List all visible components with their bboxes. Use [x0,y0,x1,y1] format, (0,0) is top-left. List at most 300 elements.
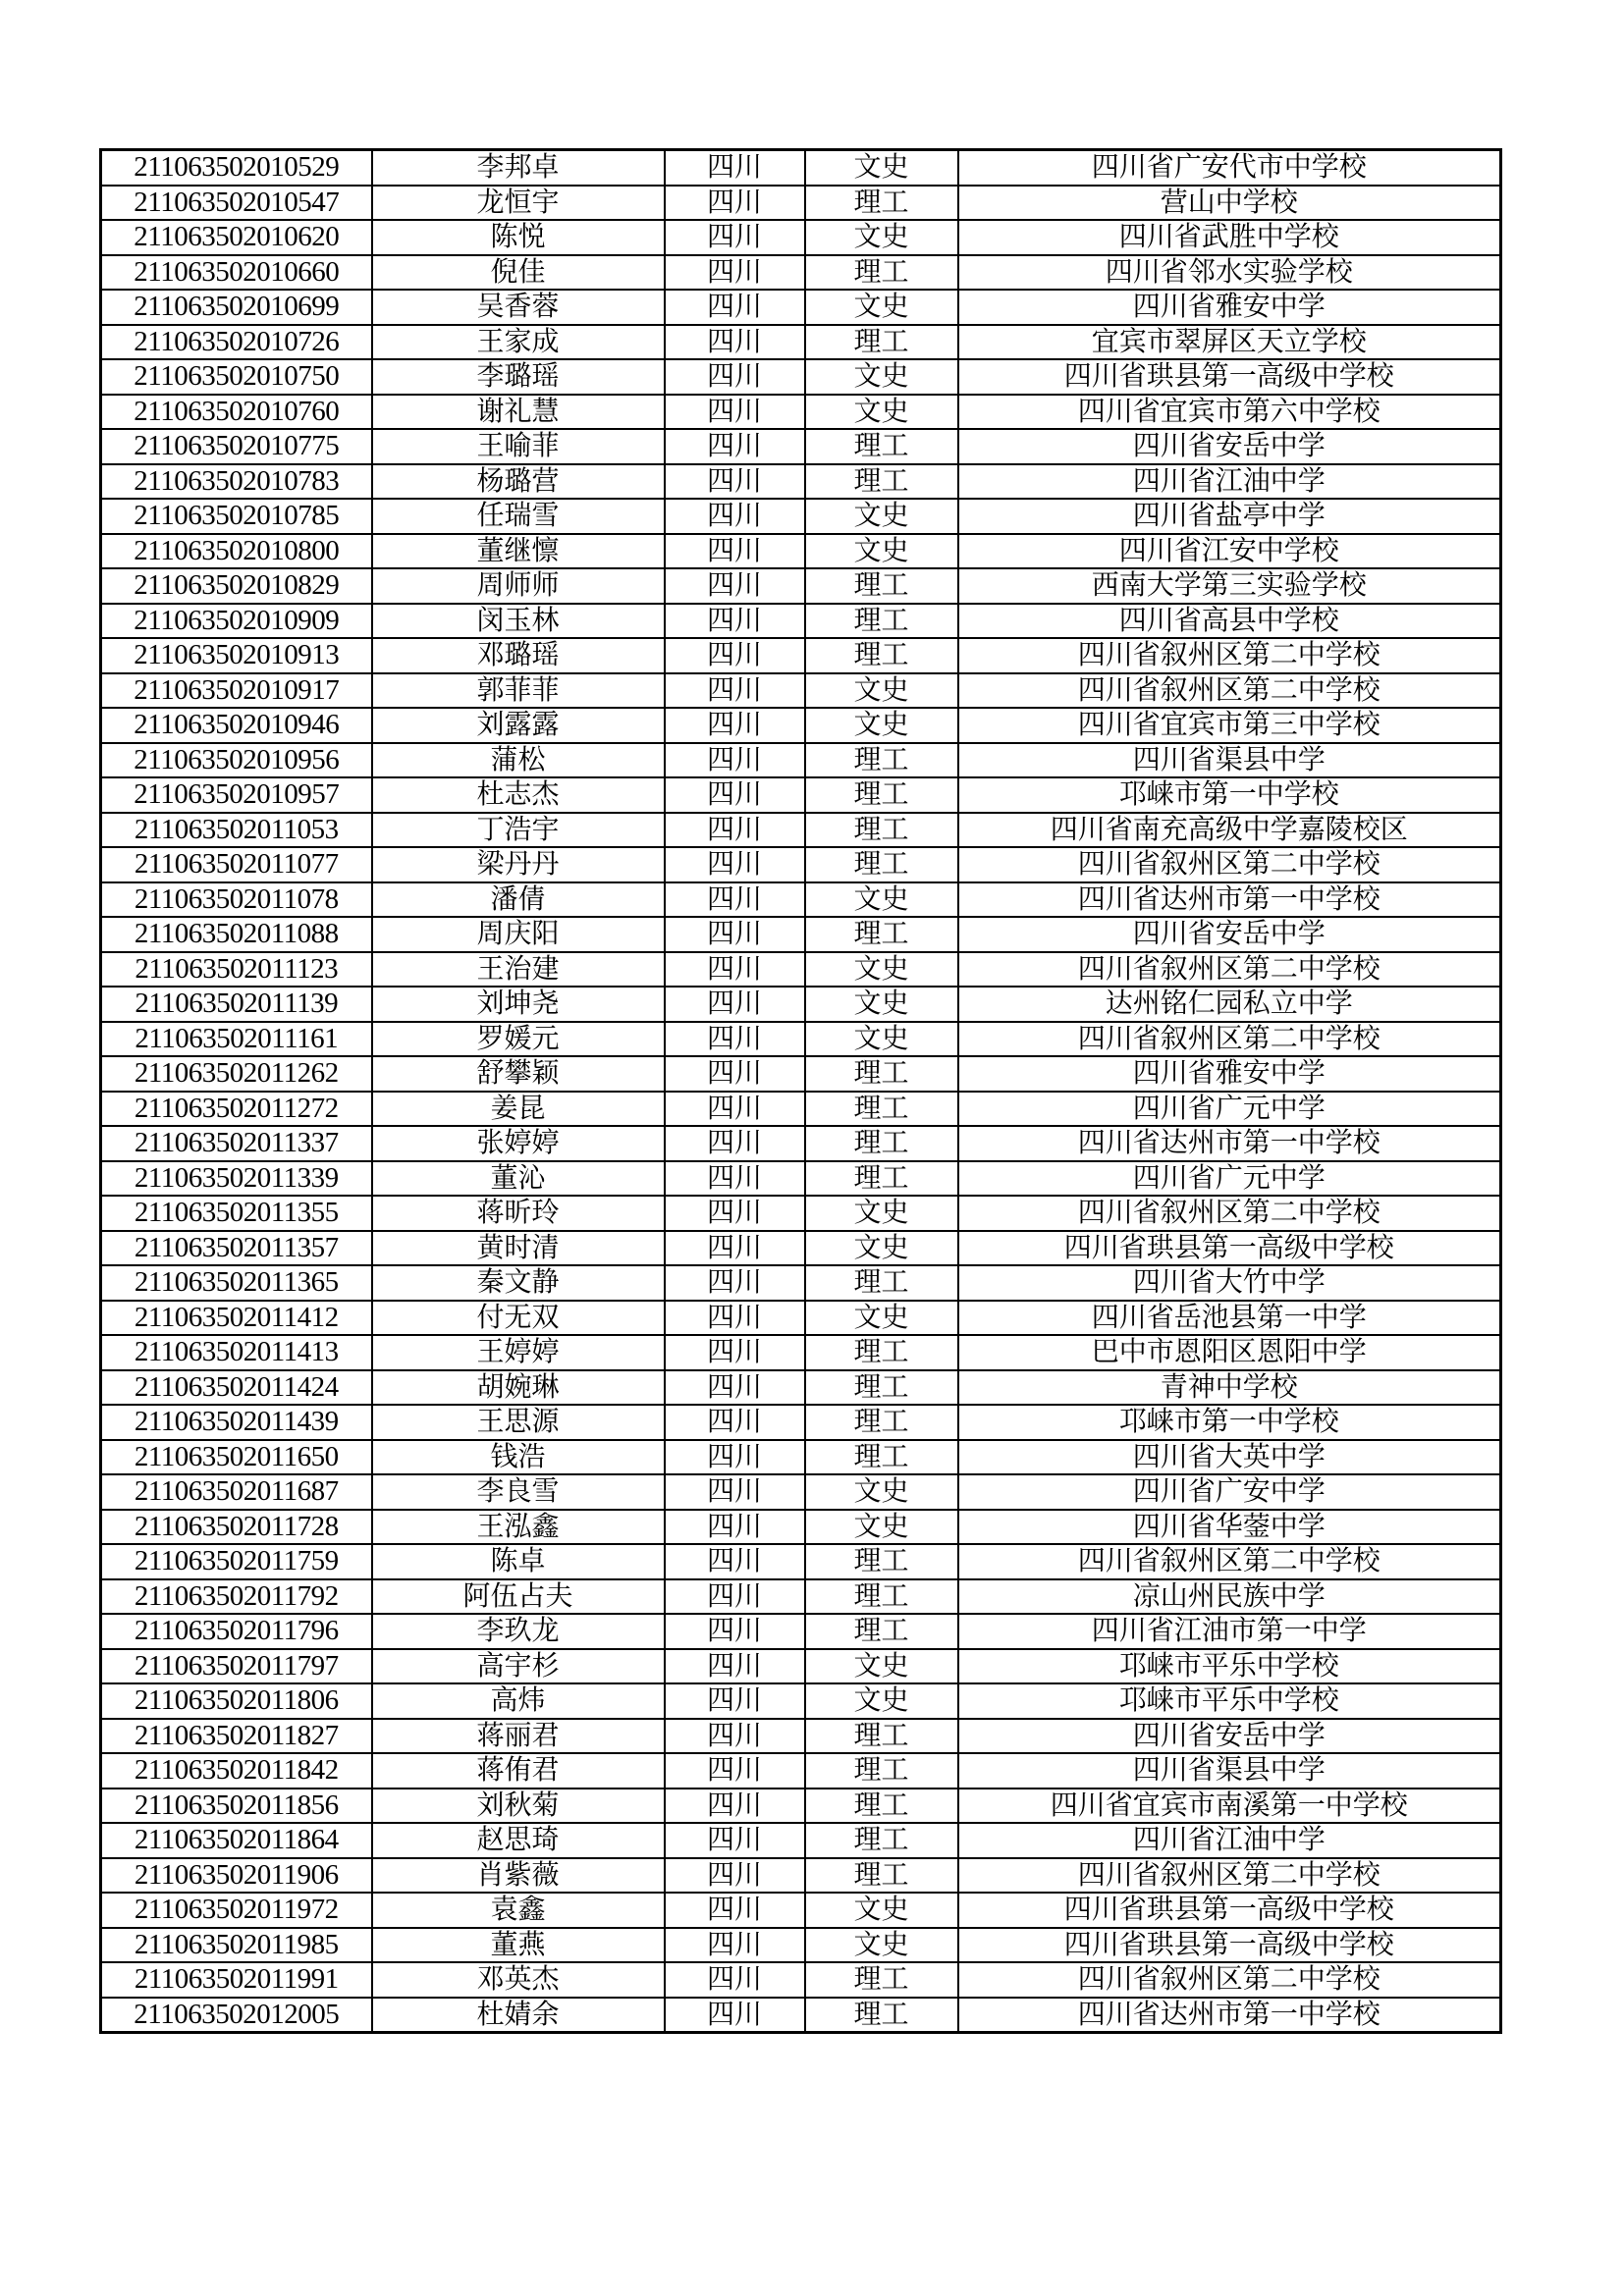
school-cell: 营山中学校 [958,186,1501,221]
table-row [101,1579,1501,1615]
school-cell: 四川省江油中学 [958,464,1501,500]
subject-track-cell: 理工 [805,255,958,291]
subject-track-cell: 文史 [805,1022,958,1057]
school-cell: 四川省宜宾市第六中学校 [958,395,1501,430]
name-cell: 刘坤尧 [372,987,665,1022]
name-cell: 蒋昕玲 [372,1196,665,1231]
name-cell: 王喻菲 [372,429,665,464]
school-cell: 四川省广安中学 [958,1474,1501,1510]
subject-track-cell: 理工 [805,1335,958,1370]
exam-id-cell: 211063502010660 [101,255,372,291]
subject-track-cell: 文史 [805,290,958,325]
subject-track-cell: 理工 [805,1789,958,1824]
subject-track-cell: 文史 [805,1649,958,1684]
province-cell: 四川 [665,1161,805,1197]
exam-id-cell: 211063502011856 [101,1789,372,1824]
table-row [101,604,1501,639]
table-row [101,1683,1501,1719]
province-cell: 四川 [665,1510,805,1545]
exam-id-cell: 211063502011262 [101,1056,372,1092]
exam-id-cell: 211063502011972 [101,1893,372,1928]
province-cell: 四川 [665,1196,805,1231]
table-row [101,1126,1501,1161]
school-cell: 四川省邻水实验学校 [958,255,1501,291]
school-cell: 青神中学校 [958,1370,1501,1406]
name-cell: 钱浩 [372,1440,665,1475]
table-row [101,1893,1501,1928]
name-cell: 阿伍占夫 [372,1579,665,1615]
name-cell: 袁鑫 [372,1893,665,1928]
school-cell: 四川省华蓥中学 [958,1510,1501,1545]
exam-id-cell: 211063502010957 [101,777,372,813]
exam-id-cell: 211063502011991 [101,1962,372,1998]
school-cell: 邛崃市平乐中学校 [958,1683,1501,1719]
school-cell: 四川省高县中学校 [958,604,1501,639]
subject-track-cell: 理工 [805,847,958,882]
exam-id-cell: 211063502010547 [101,186,372,221]
school-cell: 邛崃市第一中学校 [958,1405,1501,1440]
province-cell: 四川 [665,1544,805,1579]
subject-track-cell: 理工 [805,1161,958,1197]
subject-track-cell: 理工 [805,429,958,464]
subject-track-cell: 文史 [805,1196,958,1231]
exam-id-cell: 211063502011687 [101,1474,372,1510]
province-cell: 四川 [665,1962,805,1998]
school-cell: 四川省武胜中学校 [958,220,1501,255]
table-row [101,708,1501,743]
subject-track-cell: 理工 [805,1092,958,1127]
school-cell: 四川省叙州区第二中学校 [958,1962,1501,1998]
school-cell: 四川省珙县第一高级中学校 [958,1928,1501,1963]
subject-track-cell: 理工 [805,568,958,604]
name-cell: 任瑞雪 [372,499,665,534]
school-cell: 邛崃市第一中学校 [958,777,1501,813]
province-cell: 四川 [665,1928,805,1963]
subject-track-cell: 理工 [805,325,958,360]
table-row [101,777,1501,813]
school-cell: 四川省盐亭中学 [958,499,1501,534]
school-cell: 四川省达州市第一中学校 [958,1998,1501,2033]
exam-id-cell: 211063502011827 [101,1719,372,1754]
table-row [101,1370,1501,1406]
exam-id-cell: 211063502011123 [101,952,372,988]
school-cell: 邛崃市平乐中学校 [958,1649,1501,1684]
name-cell: 吴香蓉 [372,290,665,325]
subject-track-cell: 理工 [805,1962,958,1998]
table-row [101,1022,1501,1057]
school-cell: 四川省叙州区第二中学校 [958,847,1501,882]
name-cell: 刘秋菊 [372,1789,665,1824]
name-cell: 周庆阳 [372,917,665,952]
school-cell: 宜宾市翠屏区天立学校 [958,325,1501,360]
subject-track-cell: 理工 [805,813,958,848]
table-row [101,1510,1501,1545]
table-row [101,1474,1501,1510]
table-row [101,1196,1501,1231]
subject-track-cell: 理工 [805,1823,958,1858]
school-cell: 四川省叙州区第二中学校 [958,1544,1501,1579]
subject-track-cell: 理工 [805,1370,958,1406]
subject-track-cell: 理工 [805,604,958,639]
table-row [101,1405,1501,1440]
province-cell: 四川 [665,150,805,186]
table-row [101,1962,1501,1998]
table-row [101,325,1501,360]
school-cell: 四川省宜宾市南溪第一中学校 [958,1789,1501,1824]
name-cell: 肖紫薇 [372,1858,665,1894]
name-cell: 罗媛元 [372,1022,665,1057]
subject-track-cell: 文史 [805,359,958,395]
table-row [101,568,1501,604]
table-row [101,499,1501,534]
table-row [101,429,1501,464]
name-cell: 谢礼慧 [372,395,665,430]
name-cell: 蒋侑君 [372,1753,665,1789]
name-cell: 闵玉林 [372,604,665,639]
school-cell: 四川省珙县第一高级中学校 [958,359,1501,395]
subject-track-cell: 理工 [805,1405,958,1440]
province-cell: 四川 [665,1719,805,1754]
exam-id-cell: 211063502011272 [101,1092,372,1127]
province-cell: 四川 [665,1301,805,1336]
exam-id-cell: 211063502010829 [101,568,372,604]
table-row [101,813,1501,848]
province-cell: 四川 [665,220,805,255]
school-cell: 四川省达州市第一中学校 [958,1126,1501,1161]
school-cell: 四川省雅安中学 [958,290,1501,325]
exam-id-cell: 211063502010760 [101,395,372,430]
exam-id-cell: 211063502010783 [101,464,372,500]
subject-track-cell: 理工 [805,1753,958,1789]
school-cell: 四川省叙州区第二中学校 [958,1022,1501,1057]
school-cell: 四川省广元中学 [958,1161,1501,1197]
exam-id-cell: 211063502010529 [101,150,372,186]
school-cell: 巴中市恩阳区恩阳中学 [958,1335,1501,1370]
name-cell: 董燕 [372,1928,665,1963]
school-cell: 四川省叙州区第二中学校 [958,1858,1501,1894]
exam-id-cell: 211063502011078 [101,882,372,918]
subject-track-cell: 理工 [805,1858,958,1894]
name-cell: 舒攀颖 [372,1056,665,1092]
exam-id-cell: 211063502011139 [101,987,372,1022]
school-cell: 四川省江安中学校 [958,534,1501,569]
table-row [101,1544,1501,1579]
table-row [101,150,1501,186]
school-cell: 西南大学第三实验学校 [958,568,1501,604]
table-row [101,1301,1501,1336]
table-row [101,1161,1501,1197]
name-cell: 邓璐瑶 [372,638,665,673]
exam-id-cell: 211063502010913 [101,638,372,673]
subject-track-cell: 文史 [805,673,958,709]
name-cell: 秦文静 [372,1265,665,1301]
exam-id-cell: 211063502011161 [101,1022,372,1057]
name-cell: 杨璐营 [372,464,665,500]
school-cell: 四川省江油中学 [958,1823,1501,1858]
name-cell: 刘露露 [372,708,665,743]
exam-id-cell: 211063502011053 [101,813,372,848]
name-cell: 龙恒宇 [372,186,665,221]
province-cell: 四川 [665,395,805,430]
subject-track-cell: 理工 [805,186,958,221]
subject-track-cell: 文史 [805,952,958,988]
school-cell: 四川省叙州区第二中学校 [958,1196,1501,1231]
table-row [101,1998,1501,2033]
subject-track-cell: 理工 [805,1719,958,1754]
subject-track-cell: 文史 [805,220,958,255]
exam-id-cell: 211063502010785 [101,499,372,534]
province-cell: 四川 [665,1858,805,1894]
school-cell: 四川省大英中学 [958,1440,1501,1475]
province-cell: 四川 [665,290,805,325]
school-cell: 四川省广元中学 [958,1092,1501,1127]
exam-id-cell: 211063502011759 [101,1544,372,1579]
name-cell: 李邦卓 [372,150,665,186]
exam-id-cell: 211063502010726 [101,325,372,360]
table-row [101,1719,1501,1754]
subject-track-cell: 文史 [805,395,958,430]
table-row [101,1858,1501,1894]
school-cell: 达州铭仁园私立中学 [958,987,1501,1022]
province-cell: 四川 [665,1683,805,1719]
subject-track-cell: 理工 [805,917,958,952]
exam-id-cell: 211063502011077 [101,847,372,882]
name-cell: 高宇杉 [372,1649,665,1684]
subject-track-cell: 文史 [805,534,958,569]
name-cell: 高炜 [372,1683,665,1719]
table-row [101,1440,1501,1475]
province-cell: 四川 [665,673,805,709]
province-cell: 四川 [665,847,805,882]
province-cell: 四川 [665,1823,805,1858]
province-cell: 四川 [665,917,805,952]
name-cell: 王泓鑫 [372,1510,665,1545]
school-cell: 四川省广安代市中学校 [958,150,1501,186]
exam-id-cell: 211063502011792 [101,1579,372,1615]
school-cell: 四川省宜宾市第三中学校 [958,708,1501,743]
province-cell: 四川 [665,882,805,918]
province-cell: 四川 [665,1440,805,1475]
table-row [101,186,1501,221]
name-cell: 丁浩宇 [372,813,665,848]
province-cell: 四川 [665,255,805,291]
table-row [101,1649,1501,1684]
name-cell: 黄时清 [372,1231,665,1266]
province-cell: 四川 [665,708,805,743]
name-cell: 蒲松 [372,743,665,778]
exam-id-cell: 211063502011439 [101,1405,372,1440]
subject-track-cell: 文史 [805,1301,958,1336]
name-cell: 蒋丽君 [372,1719,665,1754]
province-cell: 四川 [665,1789,805,1824]
table-row [101,255,1501,291]
subject-track-cell: 文史 [805,1683,958,1719]
name-cell: 董继懔 [372,534,665,569]
school-cell: 凉山州民族中学 [958,1579,1501,1615]
subject-track-cell: 理工 [805,1998,958,2033]
exam-id-cell: 211063502011806 [101,1683,372,1719]
province-cell: 四川 [665,325,805,360]
table-row [101,1265,1501,1301]
school-cell: 四川省叙州区第二中学校 [958,638,1501,673]
subject-track-cell: 文史 [805,882,958,918]
name-cell: 陈卓 [372,1544,665,1579]
subject-track-cell: 理工 [805,1265,958,1301]
name-cell: 张婷婷 [372,1126,665,1161]
name-cell: 周师师 [372,568,665,604]
subject-track-cell: 理工 [805,743,958,778]
province-cell: 四川 [665,1092,805,1127]
province-cell: 四川 [665,1335,805,1370]
exam-id-cell: 211063502011906 [101,1858,372,1894]
name-cell: 邓英杰 [372,1962,665,1998]
school-cell: 四川省珙县第一高级中学校 [958,1231,1501,1266]
province-cell: 四川 [665,777,805,813]
province-cell: 四川 [665,464,805,500]
province-cell: 四川 [665,1126,805,1161]
exam-id-cell: 211063502010956 [101,743,372,778]
subject-track-cell: 文史 [805,1928,958,1963]
province-cell: 四川 [665,499,805,534]
exam-id-cell: 211063502011796 [101,1614,372,1649]
name-cell: 胡婉琳 [372,1370,665,1406]
table-row [101,917,1501,952]
province-cell: 四川 [665,813,805,848]
name-cell: 王家成 [372,325,665,360]
province-cell: 四川 [665,1231,805,1266]
province-cell: 四川 [665,186,805,221]
name-cell: 杜志杰 [372,777,665,813]
subject-track-cell: 理工 [805,1614,958,1649]
province-cell: 四川 [665,952,805,988]
subject-track-cell: 文史 [805,1510,958,1545]
exam-id-cell: 211063502010946 [101,708,372,743]
province-cell: 四川 [665,1998,805,2033]
school-cell: 四川省达州市第一中学校 [958,882,1501,918]
province-cell: 四川 [665,1405,805,1440]
subject-track-cell: 理工 [805,464,958,500]
table-row [101,882,1501,918]
subject-track-cell: 理工 [805,1440,958,1475]
province-cell: 四川 [665,987,805,1022]
province-cell: 四川 [665,1056,805,1092]
name-cell: 潘倩 [372,882,665,918]
subject-track-cell: 理工 [805,638,958,673]
exam-id-cell: 211063502011424 [101,1370,372,1406]
name-cell: 陈悦 [372,220,665,255]
school-cell: 四川省安岳中学 [958,917,1501,952]
province-cell: 四川 [665,604,805,639]
table-row [101,638,1501,673]
table-row [101,1928,1501,1963]
province-cell: 四川 [665,743,805,778]
exam-id-cell: 211063502010620 [101,220,372,255]
table-row [101,847,1501,882]
exam-id-cell: 211063502011728 [101,1510,372,1545]
exam-id-cell: 211063502011797 [101,1649,372,1684]
province-cell: 四川 [665,1579,805,1615]
school-cell: 四川省叙州区第二中学校 [958,673,1501,709]
exam-id-cell: 211063502011339 [101,1161,372,1197]
subject-track-cell: 文史 [805,1893,958,1928]
school-cell: 四川省南充高级中学嘉陵校区 [958,813,1501,848]
table-row [101,987,1501,1022]
province-cell: 四川 [665,1370,805,1406]
name-cell: 王治建 [372,952,665,988]
student-roster-table [99,148,1502,2034]
exam-id-cell: 211063502011864 [101,1823,372,1858]
subject-track-cell: 文史 [805,499,958,534]
name-cell: 倪佳 [372,255,665,291]
exam-id-cell: 211063502010699 [101,290,372,325]
table-row [101,1092,1501,1127]
exam-id-cell: 211063502011365 [101,1265,372,1301]
province-cell: 四川 [665,1893,805,1928]
table-row [101,673,1501,709]
name-cell: 杜婧余 [372,1998,665,2033]
exam-id-cell: 211063502010750 [101,359,372,395]
subject-track-cell: 文史 [805,150,958,186]
subject-track-cell: 文史 [805,1474,958,1510]
province-cell: 四川 [665,534,805,569]
exam-id-cell: 211063502011413 [101,1335,372,1370]
name-cell: 王婷婷 [372,1335,665,1370]
subject-track-cell: 文史 [805,1231,958,1266]
subject-track-cell: 理工 [805,1056,958,1092]
table-row [101,290,1501,325]
subject-track-cell: 理工 [805,1579,958,1615]
name-cell: 郭菲菲 [372,673,665,709]
table-row [101,952,1501,988]
name-cell: 李璐瑶 [372,359,665,395]
subject-track-cell: 文史 [805,708,958,743]
exam-id-cell: 211063502011412 [101,1301,372,1336]
table-row [101,1335,1501,1370]
province-cell: 四川 [665,1022,805,1057]
name-cell: 赵思琦 [372,1823,665,1858]
province-cell: 四川 [665,1614,805,1649]
school-cell: 四川省珙县第一高级中学校 [958,1893,1501,1928]
name-cell: 姜昆 [372,1092,665,1127]
table-row [101,1823,1501,1858]
province-cell: 四川 [665,359,805,395]
school-cell: 四川省岳池县第一中学 [958,1301,1501,1336]
school-cell: 四川省安岳中学 [958,429,1501,464]
table-row [101,464,1501,500]
exam-id-cell: 211063502011985 [101,1928,372,1963]
subject-track-cell: 理工 [805,777,958,813]
exam-id-cell: 211063502011357 [101,1231,372,1266]
name-cell: 李玖龙 [372,1614,665,1649]
table-row [101,534,1501,569]
school-cell: 四川省大竹中学 [958,1265,1501,1301]
province-cell: 四川 [665,1265,805,1301]
exam-id-cell: 211063502011337 [101,1126,372,1161]
subject-track-cell: 理工 [805,1544,958,1579]
exam-id-cell: 211063502011355 [101,1196,372,1231]
province-cell: 四川 [665,1649,805,1684]
table-row [101,743,1501,778]
name-cell: 梁丹丹 [372,847,665,882]
school-cell: 四川省安岳中学 [958,1719,1501,1754]
province-cell: 四川 [665,638,805,673]
exam-id-cell: 211063502011650 [101,1440,372,1475]
school-cell: 四川省渠县中学 [958,1753,1501,1789]
school-cell: 四川省雅安中学 [958,1056,1501,1092]
province-cell: 四川 [665,429,805,464]
name-cell: 付无双 [372,1301,665,1336]
province-cell: 四川 [665,568,805,604]
